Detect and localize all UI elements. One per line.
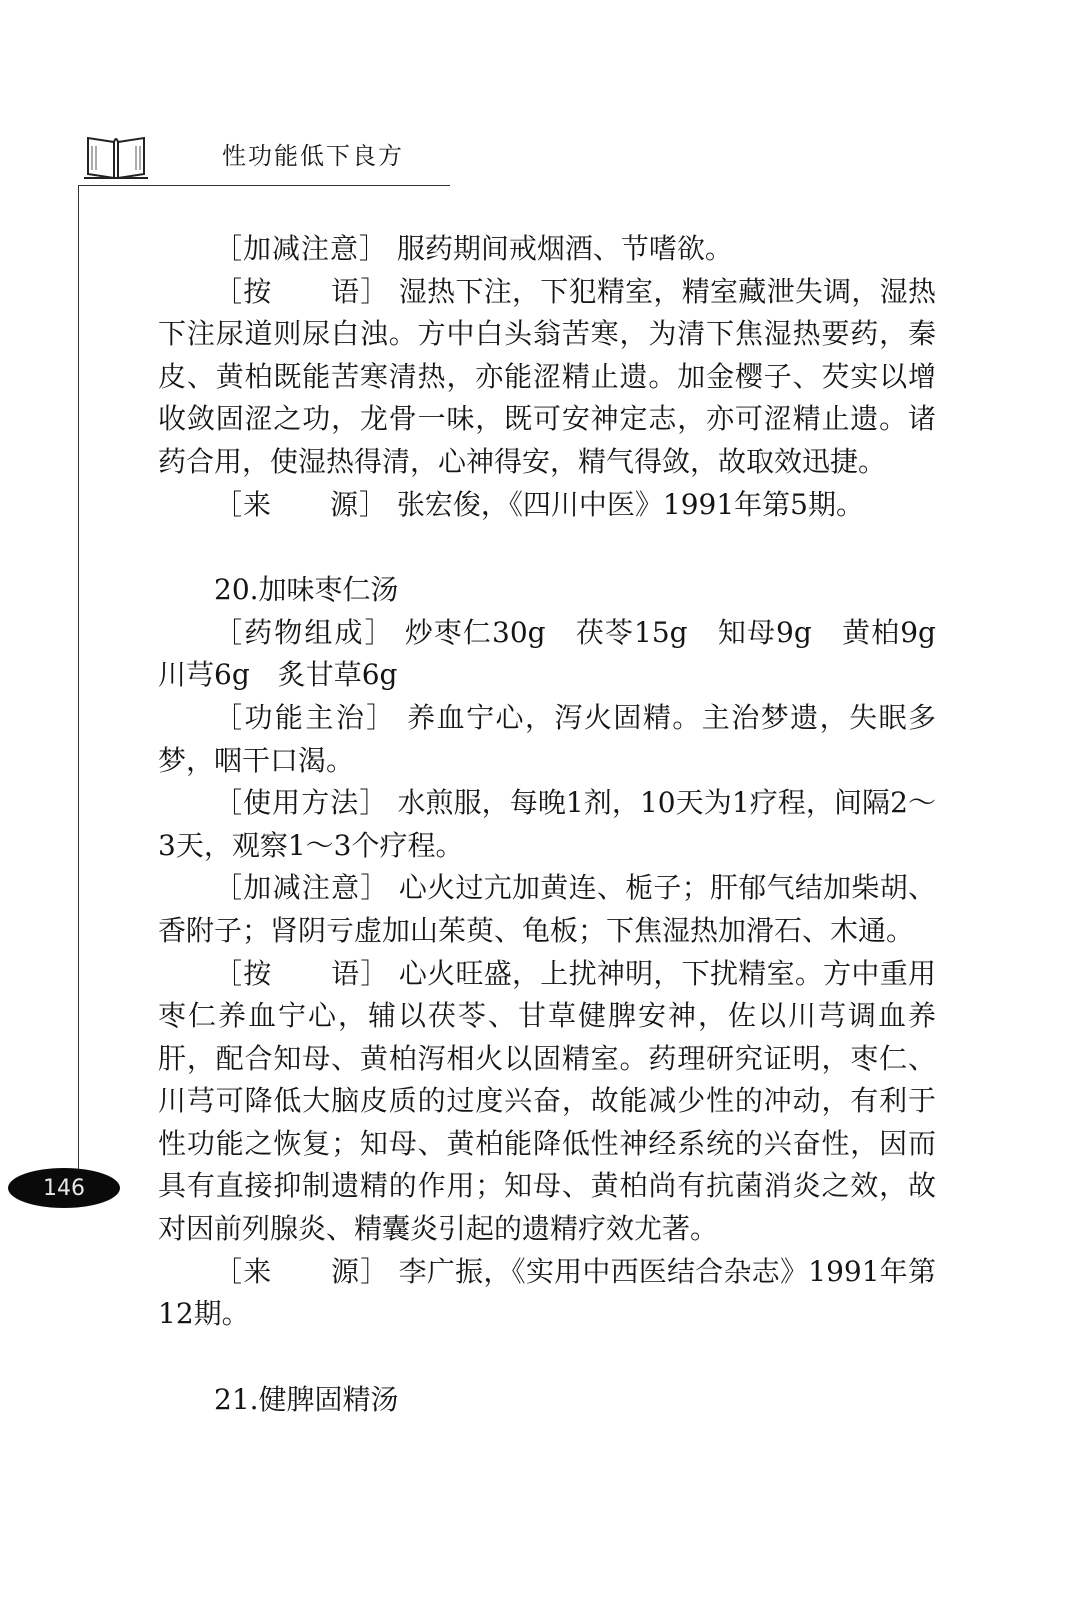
- paragraph-text: 湿热下注，下犯精室，精室藏泄失调，湿热下注尿道则尿白浊。方中白头翁苦寒，为清下焦湿热要药，秦皮、黄柏既能苦寒清热，亦能涩精止遗。加金樱子、芡实以增收敛固涩之功，龙骨一味，既可安神定志，亦可涩精止遗。诸药合用，使湿热得清，心神得安，精气得敛，故取效迅捷。: [158, 274, 936, 478]
- section-label: ［功能主治］: [214, 700, 397, 734]
- section-label: ［加减注意］: [214, 232, 389, 265]
- header-divider: [78, 185, 450, 186]
- paragraph-text: 服药期间戒烟酒、节嗜欲。: [396, 232, 733, 265]
- paragraph-text: 养血宁心，泻火固精。主治梦遗，失眠多梦，咽干口渴。: [158, 700, 936, 777]
- running-header-title: 性功能低下良方: [222, 142, 404, 170]
- paragraph-text: 炒枣仁30g 茯苓15g 知母9g 黄柏9g 川芎6g 炙甘草6g: [158, 615, 964, 692]
- section-label: ［按 语］: [214, 274, 390, 308]
- paragraph-text: 水煎服，每晚1剂，10天为1疗程，间隔2～3天，观察1～3个疗程。: [158, 786, 936, 862]
- paragraph-usage: [158, 782, 936, 867]
- paragraph-modifications: [158, 867, 936, 952]
- section-label: ［来 源］: [214, 487, 389, 521]
- section-label: ［加减注意］: [214, 871, 390, 905]
- paragraph-indications: [158, 697, 936, 782]
- section-label: ［药物组成］: [214, 615, 395, 649]
- section-label: ［按 语］: [214, 956, 390, 990]
- paragraph-text: 张宏俊，《四川中医》1991年第5期。: [396, 487, 864, 521]
- section-label: ［来 源］: [214, 1254, 390, 1288]
- open-book-icon: [82, 128, 150, 182]
- paragraph-commentary: [158, 271, 936, 484]
- recipe-heading-21: 21.健脾固精汤: [214, 1382, 399, 1416]
- page-number: 146: [43, 1175, 85, 1201]
- recipe-heading-20: 20.加味枣仁汤: [214, 573, 399, 607]
- paragraph-ingredients: [158, 612, 964, 697]
- margin-vertical-rule: [78, 185, 79, 1190]
- paragraph-text: 李广振，《实用中西医结合杂志》1991年第12期。: [158, 1254, 937, 1331]
- paragraph-source: [158, 1251, 936, 1336]
- paragraph-text: 心火旺盛，上扰神明，下扰精室。方中重用枣仁养血宁心，辅以茯苓、甘草健脾安神，佐以川芎调血养肝，配合知母、黄柏泻相火以固精室。药理研究证明，枣仁、川芎可降低大脑皮质的过度兴奋，故能减少性的冲动，有利于性功能之恢复；知母、黄柏能降低性神经系统的兴奋性，因而具有直接抑制遗精的作用；知母、黄柏尚有抗菌消炎之效，故对因前列腺炎、精囊炎引起的遗精疗效尤著。: [158, 956, 936, 1246]
- page-number-badge: [8, 1168, 120, 1208]
- paragraph-text: 心火过亢加黄连、栀子；肝郁气结加柴胡、香附子；肾阴亏虚加山茱萸、龟板；下焦湿热加滑石、木通。: [158, 871, 936, 947]
- paragraph-commentary: [158, 953, 936, 1251]
- paragraph-source: [158, 484, 936, 527]
- paragraph-modifications-note: [158, 228, 936, 271]
- page-body: [158, 228, 964, 1421]
- section-label: ［使用方法］: [214, 786, 389, 820]
